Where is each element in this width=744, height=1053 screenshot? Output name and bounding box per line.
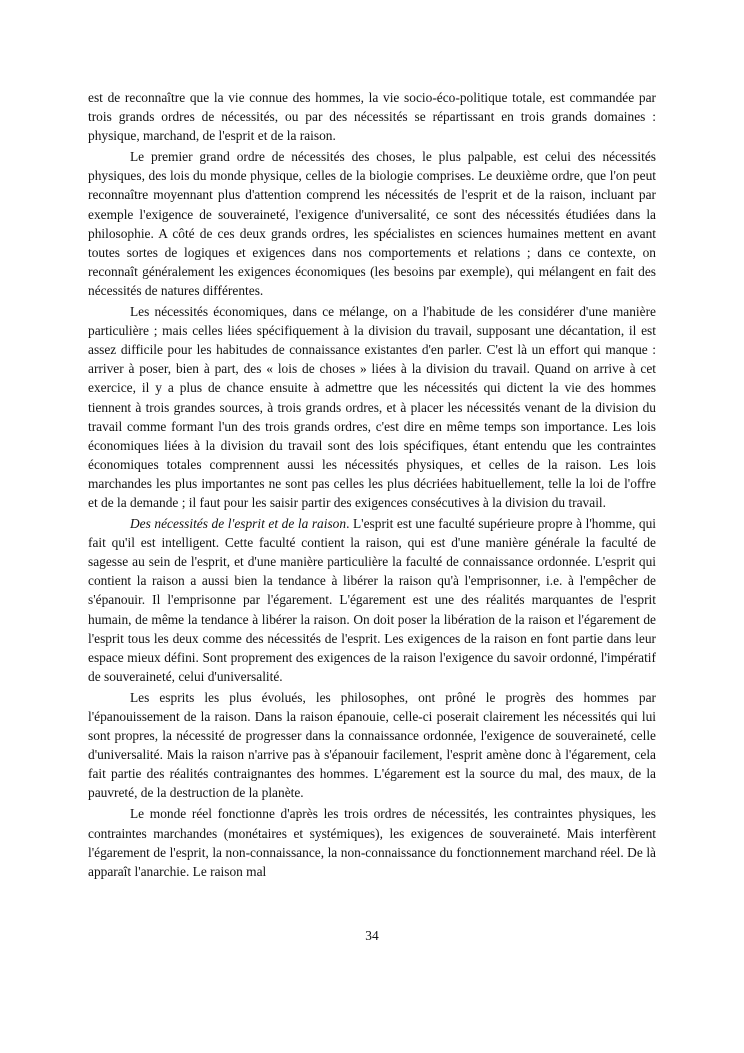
- page-number: 34: [365, 928, 379, 943]
- paragraph-5: [88, 688, 656, 803]
- paragraph-6: [88, 804, 656, 880]
- paragraph-1: [88, 88, 656, 145]
- paragraph-1-text: est de reconnaître que la vie connue des hommes, la vie socio-éco-politique totale, est commandée par trois grands ordres de nécessités, ou par des nécessités se répartissant en trois grands domaines : physique, marchand, de l'esprit et de la raison.: [88, 90, 656, 144]
- paragraph-4-italic-lead: Des nécessités de l'esprit et de la raison: [130, 516, 347, 532]
- paragraph-3-text: Les nécessités économiques, dans ce mélange, on a l'habitude de les considérer d'une manière particulière ; mais celles liées spécifiquement à la division du travail, supposant une décantation, il est assez difficile pour les habitudes de connaissance existantes d'en parler. C'est là un effort qui manque : arriver à poser, bien à part, des « lois de choses » liées à la division du travail. Quand on arrive à cet exercice, il y a plus de chance ensuite à admettre que les nécessités qui dictent la vie des hommes tiennent à trois grandes sources, à trois grands ordres, et à placer les nécessités venant de la division du travail comme formant l'un des trois grands ordres, c'est dire en même temps son importance. Les lois économiques liées à la division du travail sont des lois spécifiques, étant entendu que les contraintes économiques totales comprennent aussi les nécessités physiques, et celles de la raison. Les lois marchandes les plus importantes ne sont pas celles les plus décriées habituellement, telle la loi de l'offre et de la demande ; il faut pour les saisir partir des exigences consécutives à la division du travail.: [88, 304, 656, 510]
- paragraph-4: [88, 514, 656, 686]
- paragraph-4-text: . L'esprit est une faculté supérieure propre à l'homme, qui fait qu'il est intelligent. Cette faculté contient la raison, qui est d'une manière générale la faculté de sagesse au sein de l'esprit, et d'une manière particulière la faculté de connaissance ordonnée. L'esprit qui contient la raison a aussi bien la tendance à libérer la raison qu'à l'emprisonner, i.e. à l'empêcher de s'épanouir. Il l'emprisonne par l'égarement. L'égarement est une des réalités marquantes de l'esprit humain, de même la tendance à libérer la raison. On doit poser la libération de la raison et l'égarement de l'esprit tous les deux comme des nécessités de l'esprit. Les exigences de la raison en font partie dans leur espace mieux défini. Sont proprement des exigences de la raison l'exigence du savoir ordonné, l'impératif de souveraineté, celui d'universalité.: [88, 516, 656, 684]
- document-page: [88, 88, 656, 881]
- paragraph-2: [88, 147, 656, 300]
- paragraph-6-text: Le monde réel fonctionne d'après les trois ordres de nécessités, les contraintes physiques, les contraintes marchandes (monétaires et systémiques), les exigences de souveraineté. Mais interfèrent l'égarement de l'esprit, la non-connaissance, la non-connaissance du fonctionnement marchand réel. De là apparaît l'anarchie. Le raison mal: [88, 806, 656, 879]
- paragraph-3: [88, 302, 656, 512]
- paragraph-5-text: Les esprits les plus évolués, les philosophes, ont prôné le progrès des hommes par l'épanouissement de la raison. Dans la raison épanouie, celle-ci poserait clairement les nécessités qui lui sont propres, la nécessité de progresser dans la connaissance ordonnée, l'exigence de souveraineté, celle d'universalité. Mais la raison n'arrive pas à s'épanouir facilement, l'esprit amène donc à l'égarement, cela fait partie des réalités contraignantes des hommes. L'égarement est la source du mal, des maux, de la pauvreté, de la destruction de la planète.: [88, 689, 656, 801]
- paragraph-2-text: Le premier grand ordre de nécessités des choses, le plus palpable, est celui des nécessités physiques, des lois du monde physique, celles de la biologie comprises. Le deuxième ordre, que l'on peut reconnaître moyennant plus d'attention comprend les nécessités de l'esprit et de la raison, incluant par exemple l'exigence de souveraineté, l'exigence d'universalité, ce sont des nécessités étudiées dans la philosophie. A côté de ces deux grands ordres, les spécialistes en sciences humaines mettent en avant toutes sortes de logiques et exigences dans nos comportements et relations ; dans ce contexte, on reconnaît généralement les exigences économiques (les besoins par exemple), qui mélangent en fait des nécessités de natures différentes.: [88, 149, 656, 298]
